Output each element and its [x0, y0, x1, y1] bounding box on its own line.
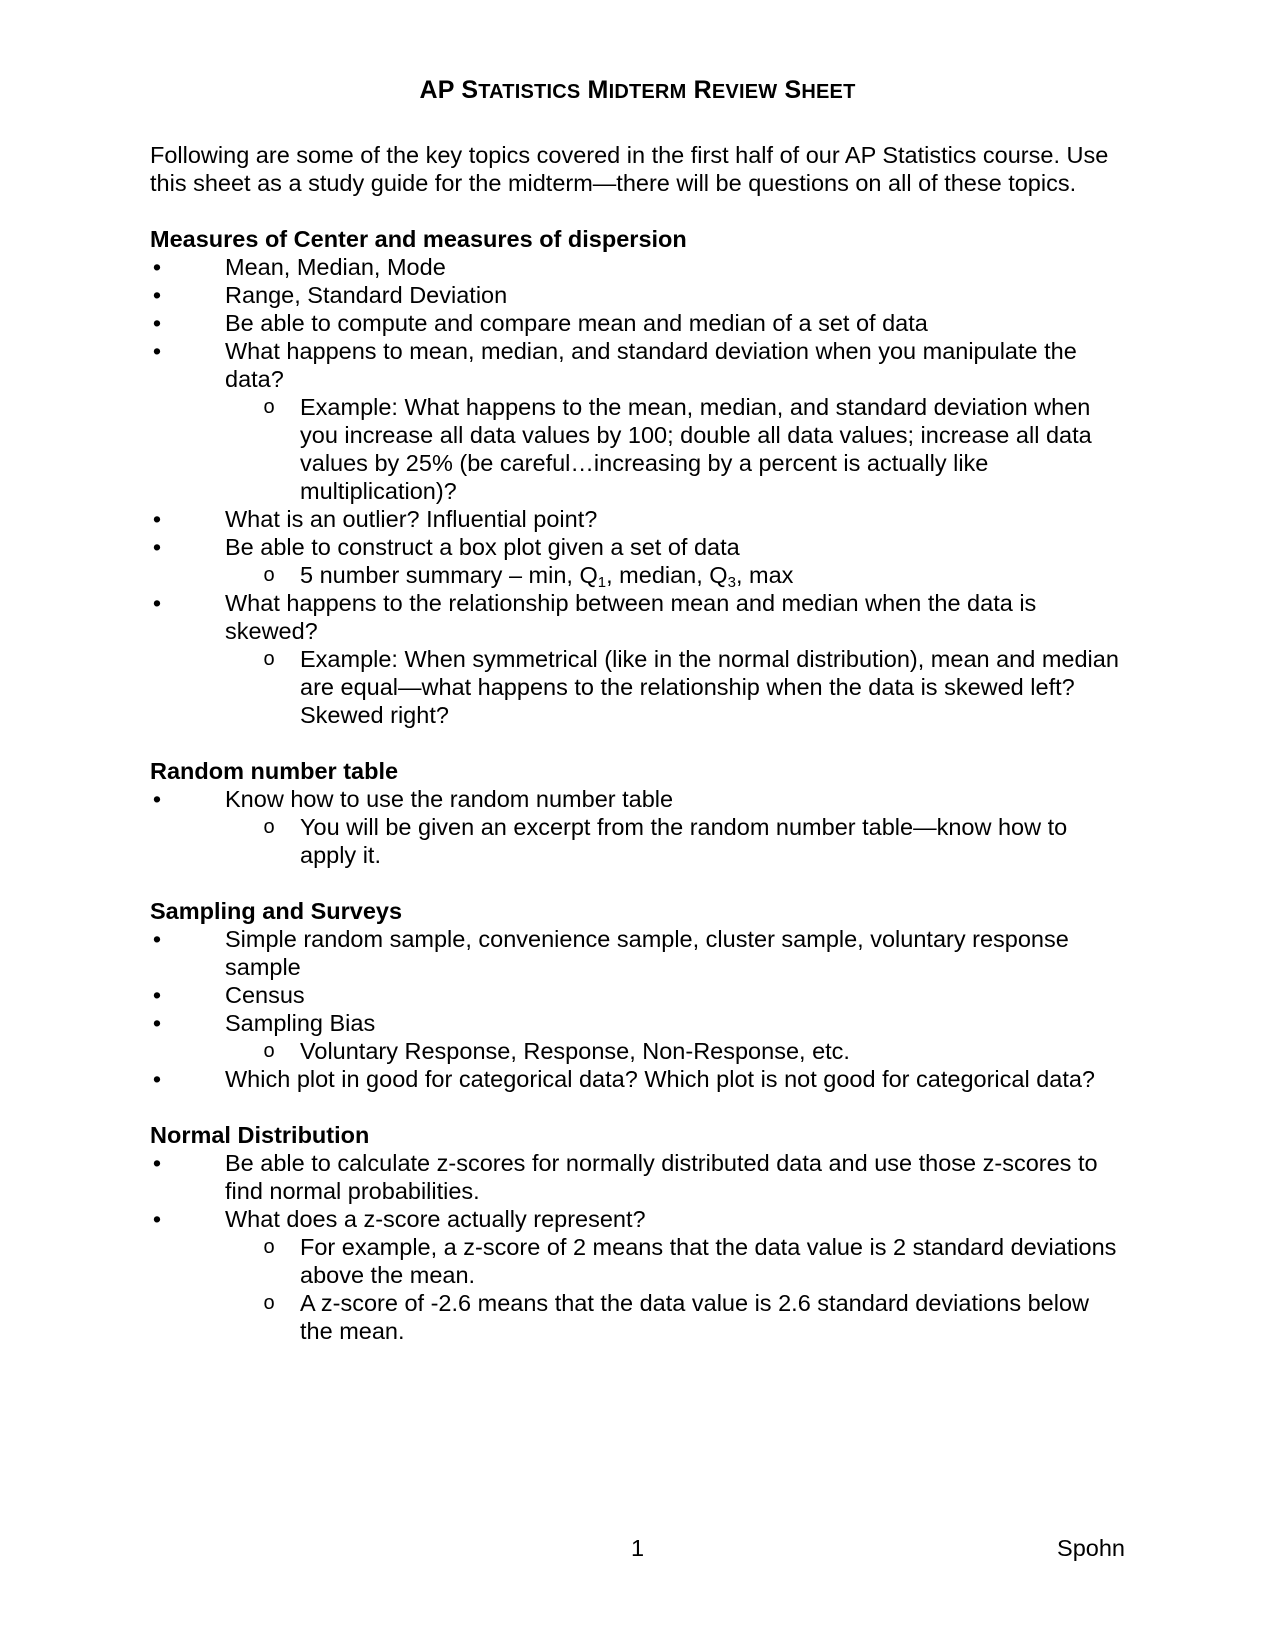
list-item: [150, 309, 1125, 337]
list-item-text: Mean, Median, Mode: [225, 254, 446, 280]
list-item-text: Know how to use the random number table: [225, 786, 674, 812]
bullet-icon: •: [152, 1150, 162, 1176]
list-item-text: Sampling Bias: [225, 1010, 376, 1036]
circle-bullet-icon: o: [263, 648, 275, 670]
bullet-icon: •: [152, 1066, 162, 1092]
sub-list-item: [225, 561, 1125, 589]
bullet-icon: •: [152, 1010, 162, 1036]
circle-bullet-icon: o: [263, 564, 275, 586]
list-item: [150, 253, 1125, 281]
sub-list-item-text: Example: When symmetrical (like in the normal distribution), mean and median are equal—what happens to the relationship when the data is skewed left? Skewed right?: [300, 646, 1119, 728]
section-heading: Normal Distribution: [150, 1122, 370, 1148]
list-item: [150, 1009, 1125, 1065]
bullet-icon: •: [152, 506, 162, 532]
title-word-ap: AP: [419, 76, 455, 104]
bullet-list: [150, 1149, 1125, 1345]
bullet-list: [150, 253, 1125, 729]
sub-bullet-list: [225, 1233, 1125, 1345]
sub-list-item-text: For example, a z-score of 2 means that the data value is 2 standard deviations above the mean.: [300, 1234, 1117, 1288]
title-smallcaps: TATISTICS: [478, 81, 581, 103]
bullet-icon: •: [152, 590, 162, 616]
section-heading: Random number table: [150, 758, 399, 784]
sub-list-item: [225, 813, 1125, 869]
bullet-icon: •: [152, 982, 162, 1008]
list-item: [150, 981, 1125, 1009]
sub-list-item-text: Voluntary Response, Response, Non-Response, etc.: [300, 1038, 850, 1064]
list-item-text: What is an outlier? Influential point?: [225, 506, 598, 532]
summary-text: , median, Q: [606, 562, 728, 588]
circle-bullet-icon: o: [263, 396, 275, 418]
list-item: [150, 925, 1125, 981]
list-item: [150, 533, 1125, 589]
sub-list-item-text: [300, 562, 794, 591]
list-item: [150, 281, 1125, 309]
section-random-number-table: [150, 757, 1125, 869]
list-item: [150, 1205, 1125, 1345]
title-cap: M: [587, 76, 609, 104]
title-smallcaps: HEET: [801, 81, 856, 103]
sub-bullet-list: [225, 645, 1125, 729]
summary-text: , max: [735, 562, 794, 588]
page-number: 1: [630, 1535, 645, 1561]
list-item: [150, 1065, 1125, 1093]
circle-bullet-icon: o: [263, 1040, 275, 1062]
list-item-text: What happens to mean, median, and standard deviation when you manipulate the data?: [225, 338, 1077, 392]
circle-bullet-icon: o: [263, 1236, 275, 1258]
title-cap: S: [461, 76, 479, 104]
bullet-icon: •: [152, 534, 162, 560]
bullet-icon: •: [152, 1206, 162, 1232]
sub-list-item: [225, 645, 1125, 729]
list-item-text: Which plot in good for categorical data? Which plot is not good for categorical data?: [225, 1066, 1096, 1092]
section-sampling-and-surveys: [150, 897, 1125, 1093]
bullet-list: [150, 785, 1125, 869]
list-item-text: Census: [225, 982, 305, 1008]
list-item-text: Be able to construct a box plot given a set of data: [225, 534, 740, 560]
list-item: [150, 337, 1125, 505]
sub-list-item: [225, 1037, 1125, 1065]
bullet-icon: •: [152, 254, 162, 280]
list-item-text: Simple random sample, convenience sample, cluster sample, voluntary response sample: [225, 926, 1069, 980]
section-measures-of-center: [150, 225, 1125, 729]
sub-bullet-list: [225, 561, 1125, 589]
bullet-icon: •: [152, 338, 162, 364]
list-item: [150, 1149, 1125, 1205]
sub-list-item: [225, 393, 1125, 505]
bullet-icon: •: [152, 926, 162, 952]
section-heading: Sampling and Surveys: [150, 898, 403, 924]
sub-list-item: [225, 1233, 1125, 1289]
summary-text: 5 number summary – min, Q: [300, 562, 598, 588]
sub-list-item-text: Example: What happens to the mean, median, and standard deviation when you increase all data values by 100; double all data values; increase all data values by 25% (be careful…increasing by a percent is actually like multiplication)?: [300, 394, 1092, 504]
bullet-icon: •: [152, 310, 162, 336]
sub-bullet-list: [225, 1037, 1125, 1065]
title-cap: S: [784, 76, 802, 104]
title-smallcaps: EVIEW: [711, 81, 778, 103]
list-item: [150, 505, 1125, 533]
q1-subscript: 1: [597, 574, 607, 591]
circle-bullet-icon: o: [263, 1292, 275, 1314]
list-item-text: Range, Standard Deviation: [225, 282, 508, 308]
bullet-list: [150, 925, 1125, 1093]
section-heading: Measures of Center and measures of dispersion: [150, 226, 687, 252]
list-item-text: Be able to calculate z-scores for normally distributed data and use those z-scores to find normal probabilities.: [225, 1150, 1098, 1204]
sub-bullet-list: [225, 813, 1125, 869]
document-body: [150, 141, 1125, 1373]
bullet-icon: •: [152, 282, 162, 308]
list-item-text: What happens to the relationship between mean and median when the data is skewed?: [225, 590, 1037, 644]
sub-list-item-text: You will be given an excerpt from the random number table—know how to apply it.: [300, 814, 1068, 868]
intro-paragraph: Following are some of the key topics covered in the first half of our AP Statistics course. Use this sheet as a study guide for the midterm—there will be questions on all of these topics.: [150, 142, 1109, 196]
footer-author: Spohn: [1057, 1535, 1125, 1561]
sub-list-item: [225, 1289, 1125, 1345]
title-smallcaps: IDTERM: [608, 81, 687, 103]
title-cap: R: [693, 76, 712, 104]
sub-list-item-text: A z-score of -2.6 means that the data value is 2.6 standard deviations below the mean.: [300, 1290, 1090, 1344]
circle-bullet-icon: o: [263, 816, 275, 838]
list-item: [150, 785, 1125, 869]
bullet-icon: •: [152, 786, 162, 812]
list-item: [150, 589, 1125, 729]
sub-bullet-list: [225, 393, 1125, 505]
list-item-text: What does a z-score actually represent?: [225, 1206, 646, 1232]
section-normal-distribution: [150, 1121, 1125, 1345]
page-title: [0, 74, 1275, 108]
list-item-text: Be able to compute and compare mean and median of a set of data: [225, 310, 928, 336]
q3-subscript: 3: [727, 574, 736, 591]
